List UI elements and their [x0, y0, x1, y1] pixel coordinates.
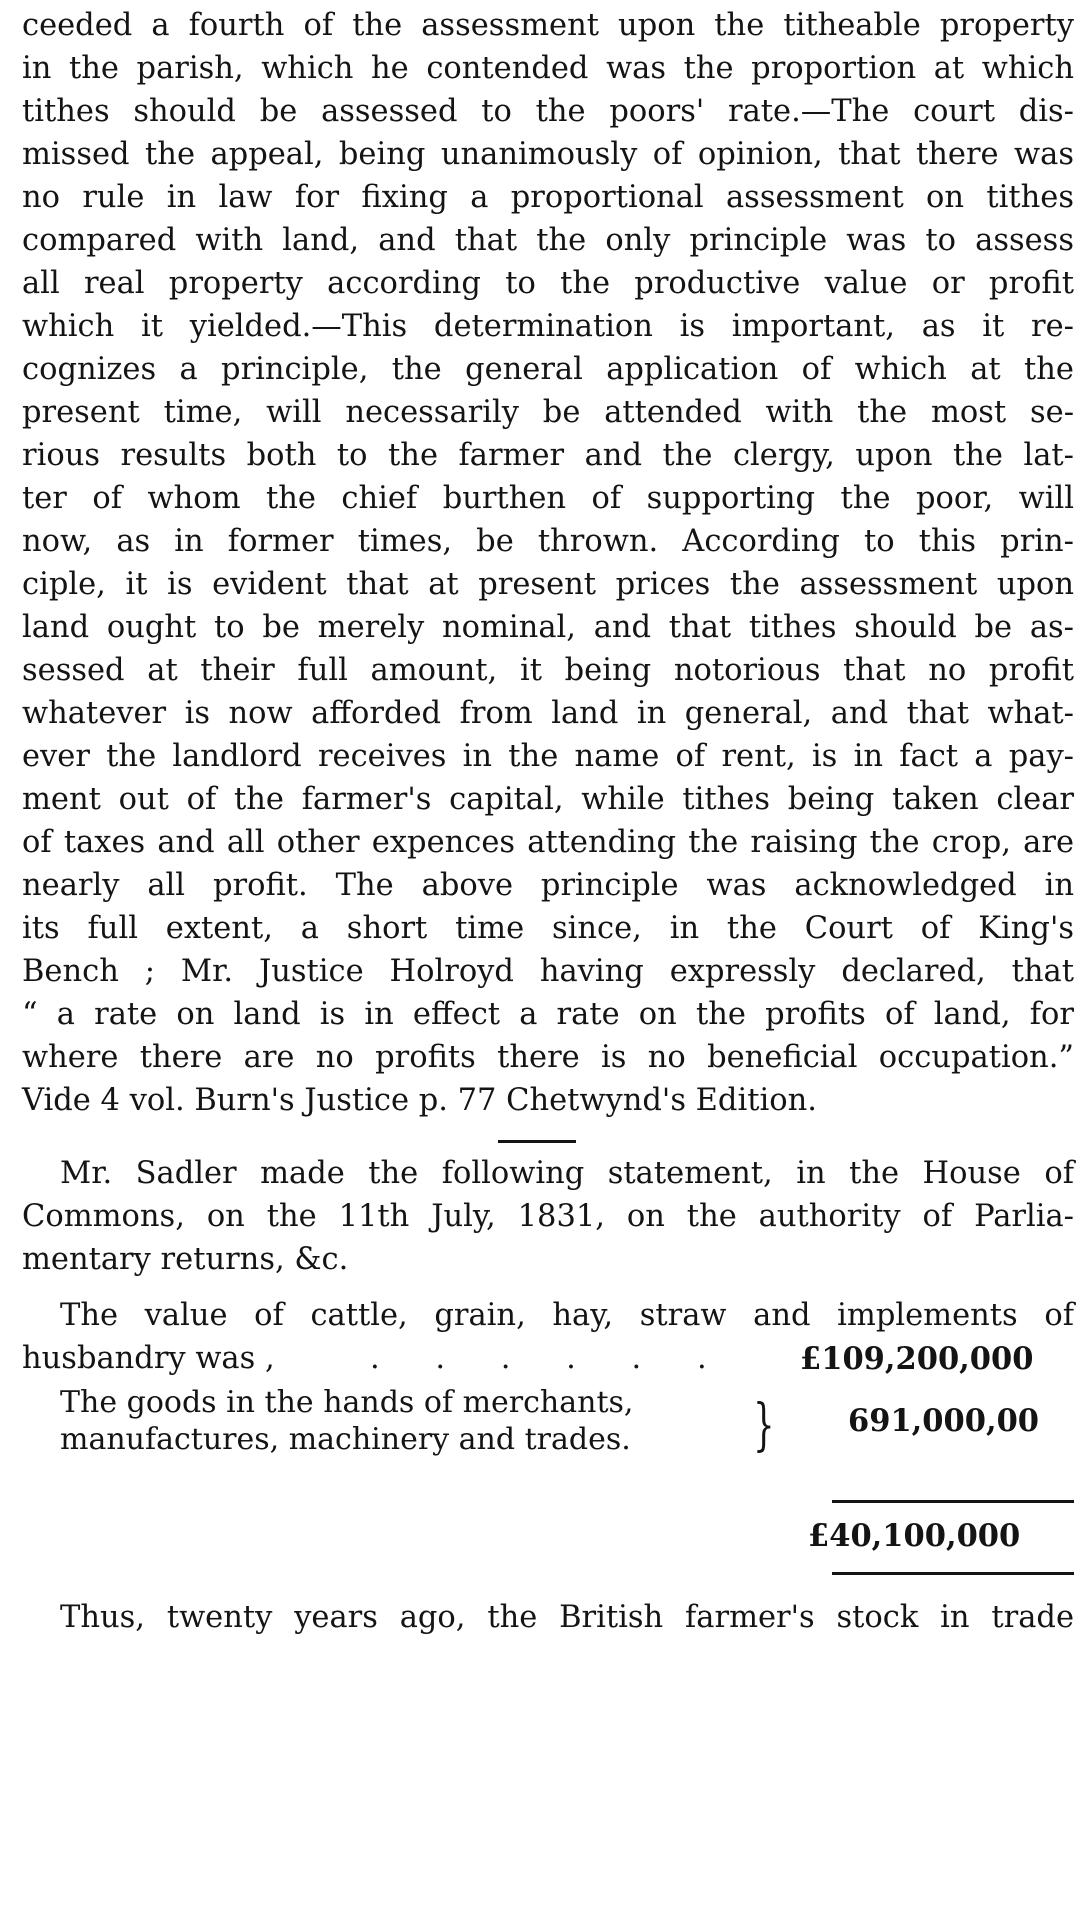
text-line: sessed at their full amount, it being notorious that no profit	[22, 653, 1074, 688]
text-line: all real property according to the productive value or profit	[22, 266, 1074, 301]
total-underline	[832, 1572, 1074, 1575]
text-line: tithes should be assessed to the poors' rate.—The court dis-	[22, 94, 1074, 129]
total-rule	[832, 1500, 1074, 1503]
goods-line-2: manufactures, machinery and trades.	[60, 1422, 631, 1457]
text-line: Thus, twenty years ago, the British farmer's stock in trade	[60, 1600, 1074, 1635]
text-line: ciple, it is evident that at present prices the assessment upon	[22, 567, 1074, 602]
text-line: ceeded a fourth of the assessment upon the titheable property	[22, 8, 1074, 43]
husbandry-label: husbandry was ,	[22, 1341, 275, 1376]
text-line: “ a rate on land is in effect a rate on the profits of land, for	[22, 997, 1074, 1032]
text-line: compared with land, and that the only principle was to assess	[22, 223, 1074, 258]
text-line: ter of whom the chief burthen of supporting the poor, will	[22, 481, 1074, 516]
text-line: present time, will necessarily be attended with the most se-	[22, 395, 1074, 430]
text-line: whatever is now afforded from land in general, and that what-	[22, 696, 1074, 731]
text-line: where there are no profits there is no beneficial occupation.”	[22, 1040, 1074, 1075]
text-line: now, as in former times, be thrown. According to this prin-	[22, 524, 1074, 559]
leader-dots: . . . . . .	[370, 1341, 707, 1376]
text-line: nearly all profit. The above principle was acknowledged in	[22, 868, 1074, 903]
text-line: Vide 4 vol. Burn's Justice p. 77 Chetwynd's Edition.	[22, 1083, 817, 1118]
brace-icon: }	[753, 1393, 775, 1458]
text-line: Bench ; Mr. Justice Holroyd having expressly declared, that	[22, 954, 1074, 989]
text-line: land ought to be merely nominal, and that tithes should be as-	[22, 610, 1074, 645]
text-line: which it yielded.—This determination is important, as it re-	[22, 309, 1074, 344]
husbandry-amount: £109,200,000	[800, 1341, 1034, 1377]
text-line: Mr. Sadler made the following statement, in the House of	[60, 1156, 1074, 1191]
text-line: ever the landlord receives in the name of rent, is in fact a pay-	[22, 739, 1074, 774]
text-line: in the parish, which he contended was the proportion at which	[22, 51, 1074, 86]
text-line: mentary returns, &c.	[22, 1242, 349, 1277]
text-line: cognizes a principle, the general application of which at the	[22, 352, 1074, 387]
section-divider	[498, 1140, 576, 1143]
text-line: missed the appeal, being unanimously of opinion, that there was	[22, 137, 1074, 172]
goods-line-1: The goods in the hands of merchants,	[60, 1385, 634, 1420]
goods-amount: 691,000,00	[848, 1403, 1040, 1439]
text-line: of taxes and all other expences attending the raising the crop, are	[22, 825, 1074, 860]
statement-line: The value of cattle, grain, hay, straw and implements of	[60, 1298, 1074, 1333]
text-line: rious results both to the farmer and the clergy, upon the lat-	[22, 438, 1074, 473]
text-line: its full extent, a short time since, in the Court of King's	[22, 911, 1074, 946]
text-line: Commons, on the 11th July, 1831, on the authority of Parlia-	[22, 1199, 1074, 1234]
text-line: no rule in law for fixing a proportional assessment on tithes	[22, 180, 1074, 215]
text-line: ment out of the farmer's capital, while tithes being taken clear	[22, 782, 1074, 817]
total-amount: £40,100,000	[808, 1518, 1021, 1554]
